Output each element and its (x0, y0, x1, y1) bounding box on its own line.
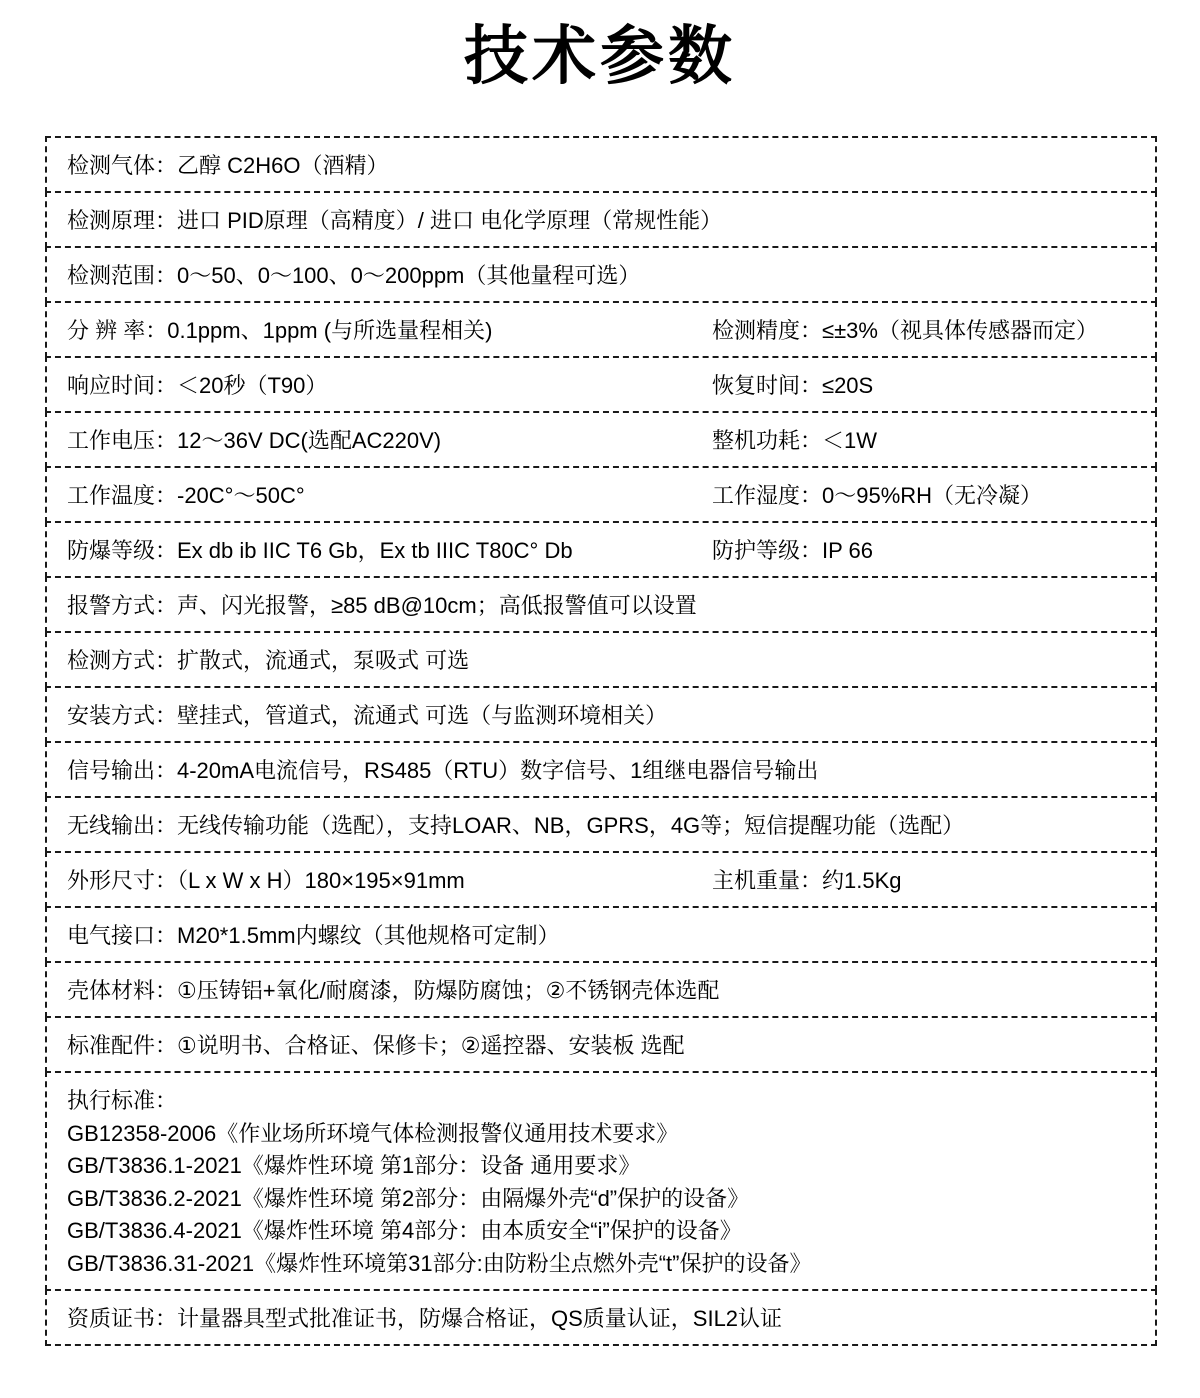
standard-gbt3836-4: GB/T3836.4-2021《爆炸性环境 第4部分：由本质安全“i”保护的设备》 (67, 1218, 742, 1243)
row-executive-standards (45, 1071, 1157, 1291)
row-voltage-power (45, 411, 1157, 468)
row-signal-output (45, 741, 1157, 798)
spec-cell-resolution: 分 辨 率：0.1ppm、1ppm (与所选量程相关) (67, 318, 493, 343)
spec-cell-explosion-proof-grade: 防爆等级：Ex db ib IIC T6 Gb，Ex tb IIIC T80C° Db (67, 538, 573, 563)
row-electrical-interface (45, 906, 1157, 963)
spec-cell-detection-mode: 检测方式：扩散式，流通式，泵吸式 可选 (67, 648, 470, 673)
spec-cell-working-voltage: 工作电压：12～36V DC(选配AC220V) (67, 428, 442, 453)
row-installation-mode (45, 686, 1157, 743)
row-resolution-accuracy (45, 301, 1157, 358)
row-dimensions-weight (45, 851, 1157, 908)
row-standard-accessories (45, 1016, 1157, 1073)
row-housing-material (45, 961, 1157, 1018)
spec-cell-dimensions: 外形尺寸：（L x W x H）180×195×91mm (67, 868, 465, 893)
row-response-recovery-time (45, 356, 1157, 413)
executive-standards-label: 执行标准： (67, 1088, 178, 1113)
spec-table (45, 136, 1157, 1346)
spec-cell-signal-output: 信号输出：4-20mA电流信号，RS485（RTU）数字信号、1组继电器信号输出 (67, 758, 819, 783)
page-title: 技术参数 (464, 20, 736, 92)
spec-cell-electrical-interface: 电气接口：M20*1.5mm内螺纹（其他规格可定制） (67, 923, 560, 948)
row-wireless-output (45, 796, 1157, 853)
row-qualification-certificates (45, 1289, 1157, 1346)
spec-cell-qualification-certificates: 资质证书：计量器具型式批准证书，防爆合格证，QS质量认证，SIL2认证 (67, 1306, 783, 1331)
row-alarm-mode (45, 576, 1157, 633)
spec-cell-power-consumption: 整机功耗：＜1W (712, 428, 878, 453)
spec-cell-installation-mode: 安装方式：壁挂式，管道式，流通式 可选（与监测环境相关） (67, 703, 668, 728)
spec-cell-detection-principle: 检测原理：进口 PID原理（高精度）/ 进口 电化学原理（常规性能） (67, 208, 723, 233)
standard-gb12358: GB12358-2006《作业场所环境气体检测报警仪通用技术要求》 (67, 1120, 679, 1146)
spec-cell-wireless-output: 无线输出：无线传输功能（选配），支持LOAR、NB，GPRS，4G等；短信提醒功能（选配） (67, 813, 965, 838)
spec-cell-housing-material: 壳体材料：①压铸铝+氧化/耐腐漆，防爆防腐蚀；②不锈钢壳体选配 (67, 978, 720, 1003)
spec-cell-detection-range: 检测范围：0～50、0～100、0～200ppm（其他量程可选） (67, 263, 641, 288)
spec-cell-recovery-time: 恢复时间：≤20S (712, 373, 874, 398)
row-detection-range (45, 246, 1157, 303)
standard-gbt3836-2: GB/T3836.2-2021《爆炸性环境 第2部分：由隔爆外壳“d”保护的设备》 (67, 1185, 750, 1211)
spec-cell-accuracy: 检测精度：≤±3%（视具体传感器而定） (712, 318, 1098, 343)
row-explosion-protection-grade (45, 521, 1157, 578)
row-detection-gas (45, 136, 1157, 193)
spec-cell-working-humidity: 工作湿度：0～95%RH（无冷凝） (712, 483, 1043, 508)
spec-cell-protection-grade: 防护等级：IP 66 (712, 538, 873, 563)
spec-cell-response-time: 响应时间：＜20秒（T90） (67, 373, 328, 398)
spec-cell-standard-accessories: 标准配件：①说明书、合格证、保修卡；②遥控器、安装板 选配 (67, 1033, 685, 1058)
row-temperature-humidity (45, 466, 1157, 523)
spec-cell-detection-gas: 检测气体：乙醇 C2H6O（酒精） (67, 153, 389, 178)
spec-cell-alarm-mode: 报警方式：声、闪光报警，≥85 dB@10cm；高低报警值可以设置 (67, 593, 697, 618)
spec-cell-weight: 主机重量：约1.5Kg (712, 868, 902, 893)
standard-gbt3836-31: GB/T3836.31-2021《爆炸性环境第31部分:由防粉尘点燃外壳“t”保护的设备》 (67, 1250, 812, 1276)
spec-cell-working-temperature: 工作温度：-20C°～50C° (67, 483, 305, 508)
row-detection-mode (45, 631, 1157, 688)
row-detection-principle (45, 191, 1157, 248)
standard-gbt3836-1: GB/T3836.1-2021《爆炸性环境 第1部分：设备 通用要求》 (67, 1153, 641, 1178)
